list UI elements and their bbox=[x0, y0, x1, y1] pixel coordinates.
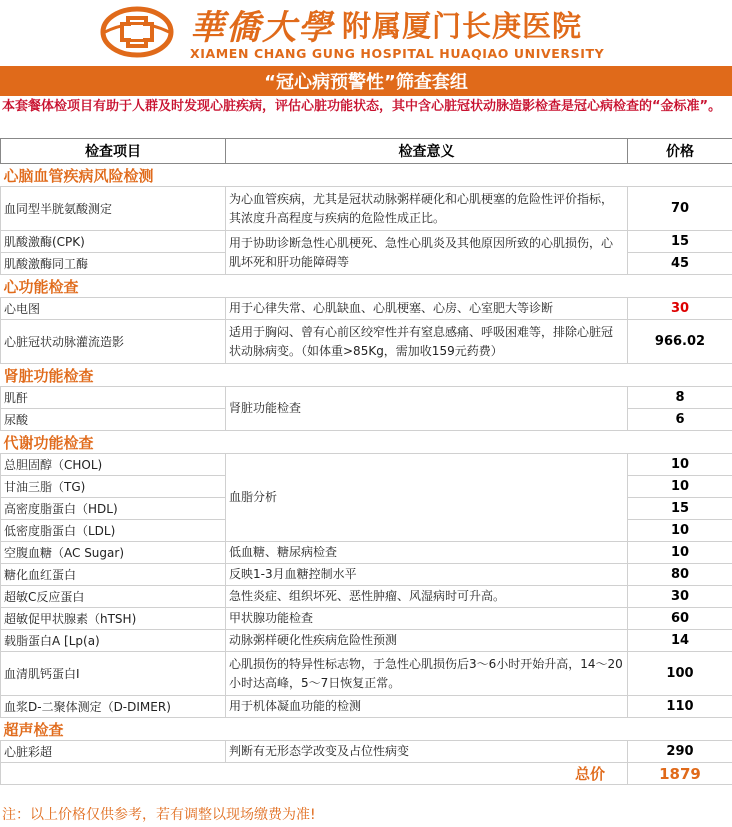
item-price: 10 bbox=[628, 520, 732, 542]
item-price: 60 bbox=[628, 608, 732, 630]
table-row bbox=[1, 320, 732, 364]
item-desc: 肾脏功能检查 bbox=[226, 387, 628, 431]
section-title: 代谢功能检查 bbox=[1, 431, 732, 454]
item-name: 肌酸激酶同工酶 bbox=[1, 253, 226, 275]
item-price: 10 bbox=[628, 454, 732, 476]
item-name: 心电图 bbox=[1, 298, 226, 320]
items-table bbox=[0, 138, 732, 785]
table-row bbox=[1, 542, 732, 564]
item-desc: 心肌损伤的特异性标志物，于急性心肌损伤后3～6小时开始升高，14～20小时达高峰，5～7日恢复正常。 bbox=[226, 652, 628, 696]
item-desc: 为心血管疾病，尤其是冠状动脉粥样硬化和心肌梗塞的危险性评价指标，其浓度升高程度与疾病的危险性成正比。 bbox=[226, 187, 628, 231]
item-name: 空腹血糖（AC Sugar) bbox=[1, 542, 226, 564]
hospital-name: 附属厦门长庚医院 bbox=[342, 8, 583, 43]
hospital-name-cn bbox=[190, 4, 720, 48]
table-row bbox=[1, 741, 732, 763]
item-name: 心脏冠状动脉灌流造影 bbox=[1, 320, 226, 364]
table-row bbox=[1, 608, 732, 630]
item-price: 14 bbox=[628, 630, 732, 652]
item-price: 15 bbox=[628, 231, 732, 253]
table-row bbox=[1, 387, 732, 409]
item-price: 290 bbox=[628, 741, 732, 763]
item-price: 100 bbox=[628, 652, 732, 696]
item-name: 血浆D-二聚体测定（D-DIMER) bbox=[1, 696, 226, 718]
section-title: 肾脏功能检查 bbox=[1, 364, 732, 387]
item-desc: 甲状腺功能检查 bbox=[226, 608, 628, 630]
item-desc: 反映1-3月血糖控制水平 bbox=[226, 564, 628, 586]
section-title: 心功能检查 bbox=[1, 275, 732, 298]
item-name: 超敏C反应蛋白 bbox=[1, 586, 226, 608]
item-desc: 用于心律失常、心肌缺血、心肌梗塞、心房、心室肥大等诊断 bbox=[226, 298, 628, 320]
header-price: 价格 bbox=[628, 139, 732, 164]
item-name: 血同型半胱氨酸测定 bbox=[1, 187, 226, 231]
hospital-name-en: XIAMEN CHANG GUNG HOSPITAL HUAQIAO UNIVERSITY bbox=[190, 46, 605, 61]
item-price: 15 bbox=[628, 498, 732, 520]
table-row bbox=[1, 630, 732, 652]
section-title: 心脑血管疾病风险检测 bbox=[1, 164, 732, 187]
item-name: 心脏彩超 bbox=[1, 741, 226, 763]
section-row bbox=[1, 164, 732, 187]
section-row bbox=[1, 364, 732, 387]
item-desc: 血脂分析 bbox=[226, 454, 628, 542]
item-price: 6 bbox=[628, 409, 732, 431]
item-desc: 动脉粥样硬化性疾病危险性预测 bbox=[226, 630, 628, 652]
item-name: 血清肌钙蛋白I bbox=[1, 652, 226, 696]
section-row bbox=[1, 275, 732, 298]
item-desc: 用于机体凝血功能的检测 bbox=[226, 696, 628, 718]
package-intro: 本套餐体检项目有助于人群及时发现心脏疾病，评估心脏功能状态，其中含心脏冠状动脉造影检查是冠心病检查的“金标准”。 bbox=[2, 99, 722, 114]
item-name: 超敏促甲状腺素（hTSH) bbox=[1, 608, 226, 630]
footnote: 注：以上价格仅供参考，若有调整以现场缴费为准! bbox=[2, 807, 316, 823]
table-row bbox=[1, 696, 732, 718]
item-name: 肌酐 bbox=[1, 387, 226, 409]
university-name: 華僑大學 bbox=[190, 7, 334, 48]
item-name: 低密度脂蛋白（LDL) bbox=[1, 520, 226, 542]
item-desc: 低血糖、糖尿病检查 bbox=[226, 542, 628, 564]
section-row bbox=[1, 718, 732, 741]
header-item: 检查项目 bbox=[1, 139, 226, 164]
item-desc: 适用于胸闷、曾有心前区绞窄性并有窒息感痛、呼吸困难等，排除心脏冠状动脉病变。（如体重>85Kg，需加收159元药费） bbox=[226, 320, 628, 364]
item-desc: 判断有无形态学改变及占位性病变 bbox=[226, 741, 628, 763]
item-name: 肌酸激酶(CPK) bbox=[1, 231, 226, 253]
table-row bbox=[1, 586, 732, 608]
table-row bbox=[1, 454, 732, 476]
table-row bbox=[1, 652, 732, 696]
item-name: 总胆固醇（CHOL) bbox=[1, 454, 226, 476]
item-price: 45 bbox=[628, 253, 732, 275]
item-price: 966.02 bbox=[628, 320, 732, 364]
item-price: 80 bbox=[628, 564, 732, 586]
section-title: 超声检查 bbox=[1, 718, 732, 741]
item-name: 高密度脂蛋白（HDL) bbox=[1, 498, 226, 520]
item-name: 载脂蛋白A [Lp(a) bbox=[1, 630, 226, 652]
item-price: 8 bbox=[628, 387, 732, 409]
table-row bbox=[1, 298, 732, 320]
total-value: 1879 bbox=[628, 763, 732, 785]
table-header-row bbox=[1, 139, 732, 164]
total-row bbox=[1, 763, 732, 785]
section-row bbox=[1, 431, 732, 454]
item-name: 甘油三脂（TG) bbox=[1, 476, 226, 498]
item-price: 110 bbox=[628, 696, 732, 718]
total-label: 总价 bbox=[1, 763, 628, 785]
item-name: 尿酸 bbox=[1, 409, 226, 431]
hospital-header bbox=[0, 0, 732, 64]
header-meaning: 检查意义 bbox=[226, 139, 628, 164]
item-price: 10 bbox=[628, 476, 732, 498]
item-price: 30 bbox=[628, 298, 732, 320]
hospital-logo-icon bbox=[100, 6, 174, 58]
item-desc: 急性炎症、组织坏死、恶性肿瘤、风湿病时可升高。 bbox=[226, 586, 628, 608]
table-row bbox=[1, 231, 732, 253]
package-title: “冠心病预警性”筛查套组 bbox=[0, 66, 732, 96]
item-price: 70 bbox=[628, 187, 732, 231]
item-name: 糖化血红蛋白 bbox=[1, 564, 226, 586]
table-row bbox=[1, 187, 732, 231]
table-row bbox=[1, 564, 732, 586]
item-desc: 用于协助诊断急性心肌梗死、急性心肌炎及其他原因所致的心肌损伤，心肌坏死和肝功能障碍等 bbox=[226, 231, 628, 275]
item-price: 30 bbox=[628, 586, 732, 608]
item-price: 10 bbox=[628, 542, 732, 564]
